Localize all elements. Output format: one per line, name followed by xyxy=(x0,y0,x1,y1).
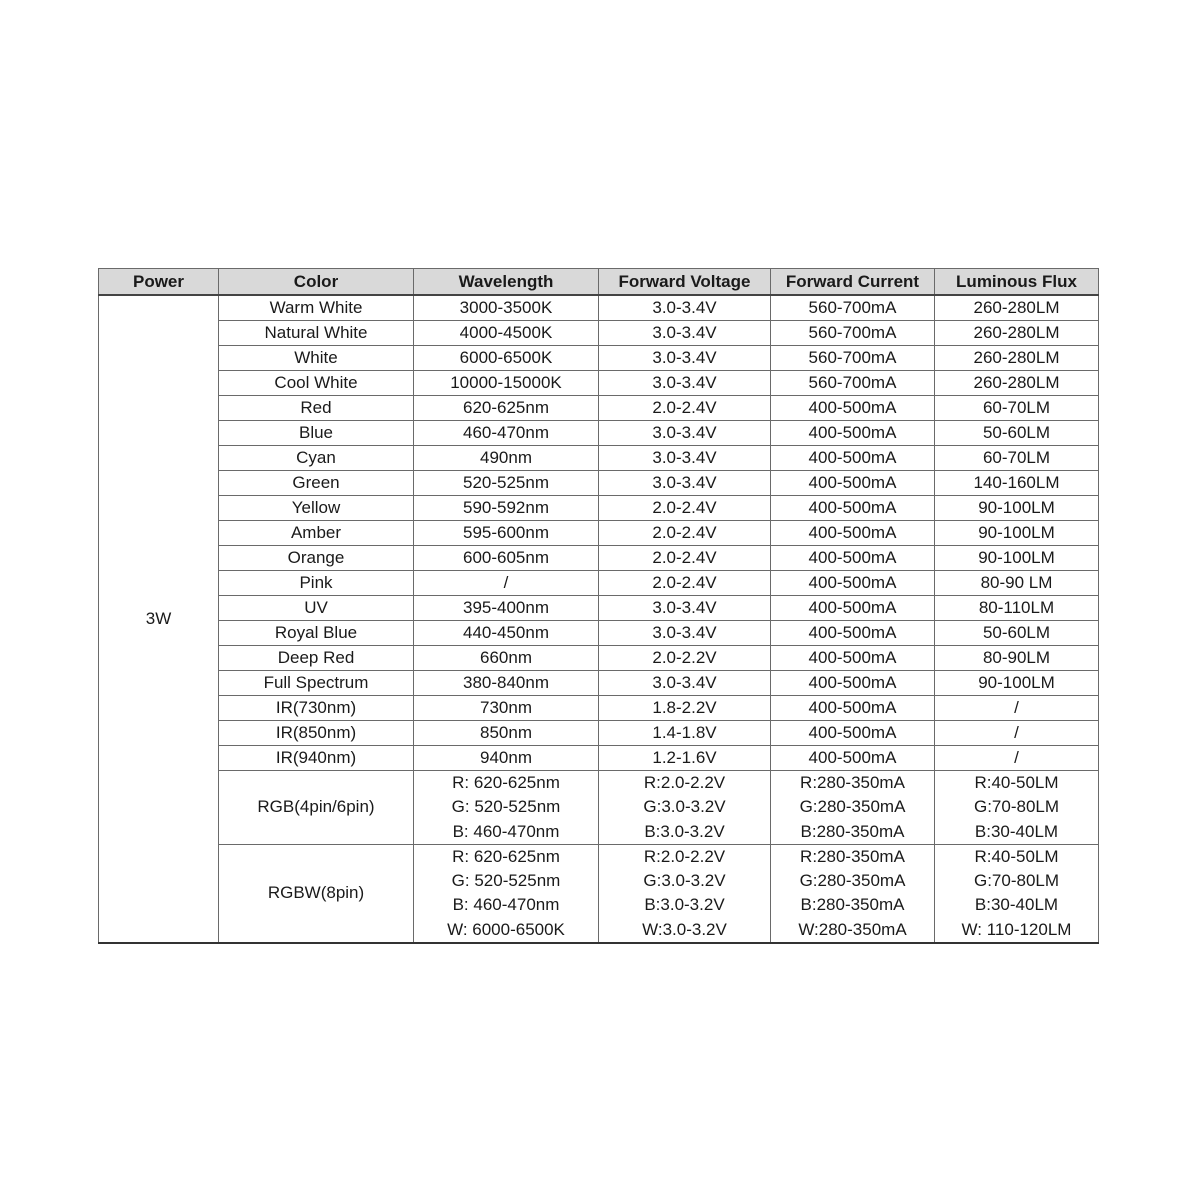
forward-voltage-cell xyxy=(599,771,771,845)
wavelength-cell xyxy=(414,771,599,845)
forward-current-cell: 400-500mA xyxy=(771,396,935,421)
luminous-flux-cell: 90-100LM xyxy=(935,671,1099,696)
wavelength-cell: 590-592nm xyxy=(414,496,599,521)
forward-voltage-cell: 2.0-2.4V xyxy=(599,496,771,521)
header-forward-current: Forward Current xyxy=(771,269,935,296)
table-row xyxy=(99,396,1099,421)
forward-current-cell-line: B:280-350mA xyxy=(800,895,905,915)
forward-current-cell xyxy=(771,844,935,943)
forward-current-cell: 400-500mA xyxy=(771,671,935,696)
luminous-flux-cell: / xyxy=(935,746,1099,771)
forward-voltage-cell: 3.0-3.4V xyxy=(599,446,771,471)
luminous-flux-cell-line: B:30-40LM xyxy=(974,821,1059,841)
forward-voltage-cell: 1.4-1.8V xyxy=(599,721,771,746)
wavelength-cell: 395-400nm xyxy=(414,596,599,621)
wavelength-cell: 620-625nm xyxy=(414,396,599,421)
color-cell: Cyan xyxy=(219,446,414,471)
forward-current-cell: 560-700mA xyxy=(771,371,935,396)
forward-voltage-cell-line: G:3.0-3.2V xyxy=(643,797,726,817)
forward-current-cell: 400-500mA xyxy=(771,596,935,621)
forward-voltage-cell-line: R:2.0-2.2V xyxy=(643,773,726,792)
forward-voltage-cell-line: B:3.0-3.2V xyxy=(644,821,725,841)
luminous-flux-cell: 50-60LM xyxy=(935,421,1099,446)
table-row xyxy=(99,671,1099,696)
forward-current-cell: 560-700mA xyxy=(771,321,935,346)
forward-current-cell: 400-500mA xyxy=(771,521,935,546)
table-row xyxy=(99,721,1099,746)
led-spec-table xyxy=(98,268,1099,944)
wavelength-cell: 4000-4500K xyxy=(414,321,599,346)
luminous-flux-cell: 80-90LM xyxy=(935,646,1099,671)
forward-voltage-cell: 3.0-3.4V xyxy=(599,671,771,696)
forward-current-cell-line: G:280-350mA xyxy=(799,871,906,891)
table-row xyxy=(99,646,1099,671)
forward-current-cell-line: R:280-350mA xyxy=(800,846,905,866)
luminous-flux-cell: 80-90 LM xyxy=(935,571,1099,596)
color-cell: Blue xyxy=(219,421,414,446)
forward-voltage-cell: 3.0-3.4V xyxy=(599,596,771,621)
forward-voltage-cell-line: G:3.0-3.2V xyxy=(643,871,726,891)
color-cell: Pink xyxy=(219,571,414,596)
luminous-flux-cell-line: B:30-40LM xyxy=(974,895,1059,915)
color-cell: IR(730nm) xyxy=(219,696,414,721)
luminous-flux-cell: 140-160LM xyxy=(935,471,1099,496)
color-cell: Natural White xyxy=(219,321,414,346)
luminous-flux-cell: 260-280LM xyxy=(935,295,1099,321)
wavelength-cell: 10000-15000K xyxy=(414,371,599,396)
luminous-flux-cell-line: R:40-50LM xyxy=(974,846,1059,866)
table-row xyxy=(99,471,1099,496)
table-row xyxy=(99,496,1099,521)
wavelength-cell: 520-525nm xyxy=(414,471,599,496)
color-cell: Red xyxy=(219,396,414,421)
header-forward-voltage: Forward Voltage xyxy=(599,269,771,296)
luminous-flux-cell: / xyxy=(935,721,1099,746)
forward-voltage-cell: 2.0-2.4V xyxy=(599,521,771,546)
color-cell: RGBW(8pin) xyxy=(219,844,414,943)
forward-current-cell-line: B:280-350mA xyxy=(800,821,905,841)
color-cell: Royal Blue xyxy=(219,621,414,646)
color-cell: Yellow xyxy=(219,496,414,521)
wavelength-cell xyxy=(414,844,599,943)
wavelength-cell: 6000-6500K xyxy=(414,346,599,371)
wavelength-cell: 3000-3500K xyxy=(414,295,599,321)
color-cell: Amber xyxy=(219,521,414,546)
table-row xyxy=(99,571,1099,596)
forward-voltage-cell: 2.0-2.4V xyxy=(599,396,771,421)
wavelength-cell: 440-450nm xyxy=(414,621,599,646)
forward-current-cell-line: W:280-350mA xyxy=(798,919,907,939)
forward-voltage-cell: 3.0-3.4V xyxy=(599,295,771,321)
forward-voltage-cell: 1.8-2.2V xyxy=(599,696,771,721)
table-row xyxy=(99,771,1099,845)
forward-voltage-cell-line: R:2.0-2.2V xyxy=(643,846,726,866)
color-cell: IR(850nm) xyxy=(219,721,414,746)
luminous-flux-cell-line: R:40-50LM xyxy=(974,773,1059,792)
forward-current-cell: 560-700mA xyxy=(771,295,935,321)
forward-current-cell-line: R:280-350mA xyxy=(800,773,905,792)
color-cell: Deep Red xyxy=(219,646,414,671)
luminous-flux-cell: 60-70LM xyxy=(935,396,1099,421)
luminous-flux-cell: 90-100LM xyxy=(935,521,1099,546)
wavelength-cell: 850nm xyxy=(414,721,599,746)
luminous-flux-cell: 50-60LM xyxy=(935,621,1099,646)
header-wavelength: Wavelength xyxy=(414,269,599,296)
wavelength-cell: 730nm xyxy=(414,696,599,721)
table-row xyxy=(99,446,1099,471)
table-row xyxy=(99,696,1099,721)
wavelength-cell-line: B: 460-470nm xyxy=(452,895,560,915)
forward-voltage-cell: 3.0-3.4V xyxy=(599,371,771,396)
forward-voltage-cell-line: B:3.0-3.2V xyxy=(644,895,725,915)
wavelength-cell-line: R: 620-625nm xyxy=(452,846,560,866)
forward-voltage-cell: 3.0-3.4V xyxy=(599,421,771,446)
forward-current-cell: 400-500mA xyxy=(771,646,935,671)
wavelength-cell: 940nm xyxy=(414,746,599,771)
forward-current-cell xyxy=(771,771,935,845)
forward-voltage-cell: 3.0-3.4V xyxy=(599,346,771,371)
forward-current-cell: 400-500mA xyxy=(771,621,935,646)
forward-current-cell: 400-500mA xyxy=(771,571,935,596)
forward-current-cell: 400-500mA xyxy=(771,546,935,571)
table-row xyxy=(99,321,1099,346)
table-row xyxy=(99,621,1099,646)
forward-voltage-cell-line: W:3.0-3.2V xyxy=(642,919,727,939)
wavelength-cell: / xyxy=(414,571,599,596)
wavelength-cell: 595-600nm xyxy=(414,521,599,546)
color-cell: White xyxy=(219,346,414,371)
luminous-flux-cell: 260-280LM xyxy=(935,346,1099,371)
color-cell: Orange xyxy=(219,546,414,571)
luminous-flux-cell-line: G:70-80LM xyxy=(973,871,1060,891)
table-row xyxy=(99,844,1099,943)
forward-current-cell: 400-500mA xyxy=(771,721,935,746)
wavelength-cell: 660nm xyxy=(414,646,599,671)
wavelength-cell: 380-840nm xyxy=(414,671,599,696)
header-row xyxy=(99,269,1099,296)
forward-current-cell-line: G:280-350mA xyxy=(799,797,906,817)
luminous-flux-cell: / xyxy=(935,696,1099,721)
color-cell: RGB(4pin/6pin) xyxy=(219,771,414,845)
luminous-flux-cell: 60-70LM xyxy=(935,446,1099,471)
wavelength-cell-line: R: 620-625nm xyxy=(452,773,560,792)
luminous-flux-cell: 260-280LM xyxy=(935,371,1099,396)
forward-voltage-cell xyxy=(599,844,771,943)
table-row xyxy=(99,421,1099,446)
forward-current-cell: 560-700mA xyxy=(771,346,935,371)
forward-voltage-cell: 3.0-3.4V xyxy=(599,471,771,496)
wavelength-cell: 490nm xyxy=(414,446,599,471)
forward-current-cell: 400-500mA xyxy=(771,446,935,471)
color-cell: Full Spectrum xyxy=(219,671,414,696)
luminous-flux-cell-line: G:70-80LM xyxy=(973,797,1060,817)
table-row xyxy=(99,371,1099,396)
table-body xyxy=(99,295,1099,943)
header-color: Color xyxy=(219,269,414,296)
forward-current-cell: 400-500mA xyxy=(771,421,935,446)
luminous-flux-cell-line: W: 110-120LM xyxy=(961,919,1072,939)
table-row xyxy=(99,346,1099,371)
wavelength-cell-line: G: 520-525nm xyxy=(451,871,561,891)
forward-current-cell: 400-500mA xyxy=(771,696,935,721)
wavelength-cell-line: G: 520-525nm xyxy=(451,797,561,817)
wavelength-cell-line: B: 460-470nm xyxy=(452,821,560,841)
power-cell: 3W xyxy=(99,295,219,943)
color-cell: IR(940nm) xyxy=(219,746,414,771)
wavelength-cell: 460-470nm xyxy=(414,421,599,446)
luminous-flux-cell: 260-280LM xyxy=(935,321,1099,346)
wavelength-cell: 600-605nm xyxy=(414,546,599,571)
luminous-flux-cell xyxy=(935,771,1099,845)
color-cell: Warm White xyxy=(219,295,414,321)
color-cell: Green xyxy=(219,471,414,496)
table-row xyxy=(99,521,1099,546)
table-row xyxy=(99,295,1099,321)
color-cell: UV xyxy=(219,596,414,621)
header-power: Power xyxy=(99,269,219,296)
forward-current-cell: 400-500mA xyxy=(771,471,935,496)
forward-voltage-cell: 1.2-1.6V xyxy=(599,746,771,771)
luminous-flux-cell: 90-100LM xyxy=(935,546,1099,571)
luminous-flux-cell xyxy=(935,844,1099,943)
table-row xyxy=(99,596,1099,621)
table-row xyxy=(99,546,1099,571)
table-row xyxy=(99,746,1099,771)
forward-current-cell: 400-500mA xyxy=(771,496,935,521)
forward-voltage-cell: 2.0-2.2V xyxy=(599,646,771,671)
luminous-flux-cell: 90-100LM xyxy=(935,496,1099,521)
forward-voltage-cell: 3.0-3.4V xyxy=(599,321,771,346)
forward-current-cell: 400-500mA xyxy=(771,746,935,771)
forward-voltage-cell: 2.0-2.4V xyxy=(599,571,771,596)
luminous-flux-cell: 80-110LM xyxy=(935,596,1099,621)
forward-voltage-cell: 3.0-3.4V xyxy=(599,621,771,646)
forward-voltage-cell: 2.0-2.4V xyxy=(599,546,771,571)
wavelength-cell-line: W: 6000-6500K xyxy=(447,919,565,939)
header-luminous-flux: Luminous Flux xyxy=(935,269,1099,296)
color-cell: Cool White xyxy=(219,371,414,396)
